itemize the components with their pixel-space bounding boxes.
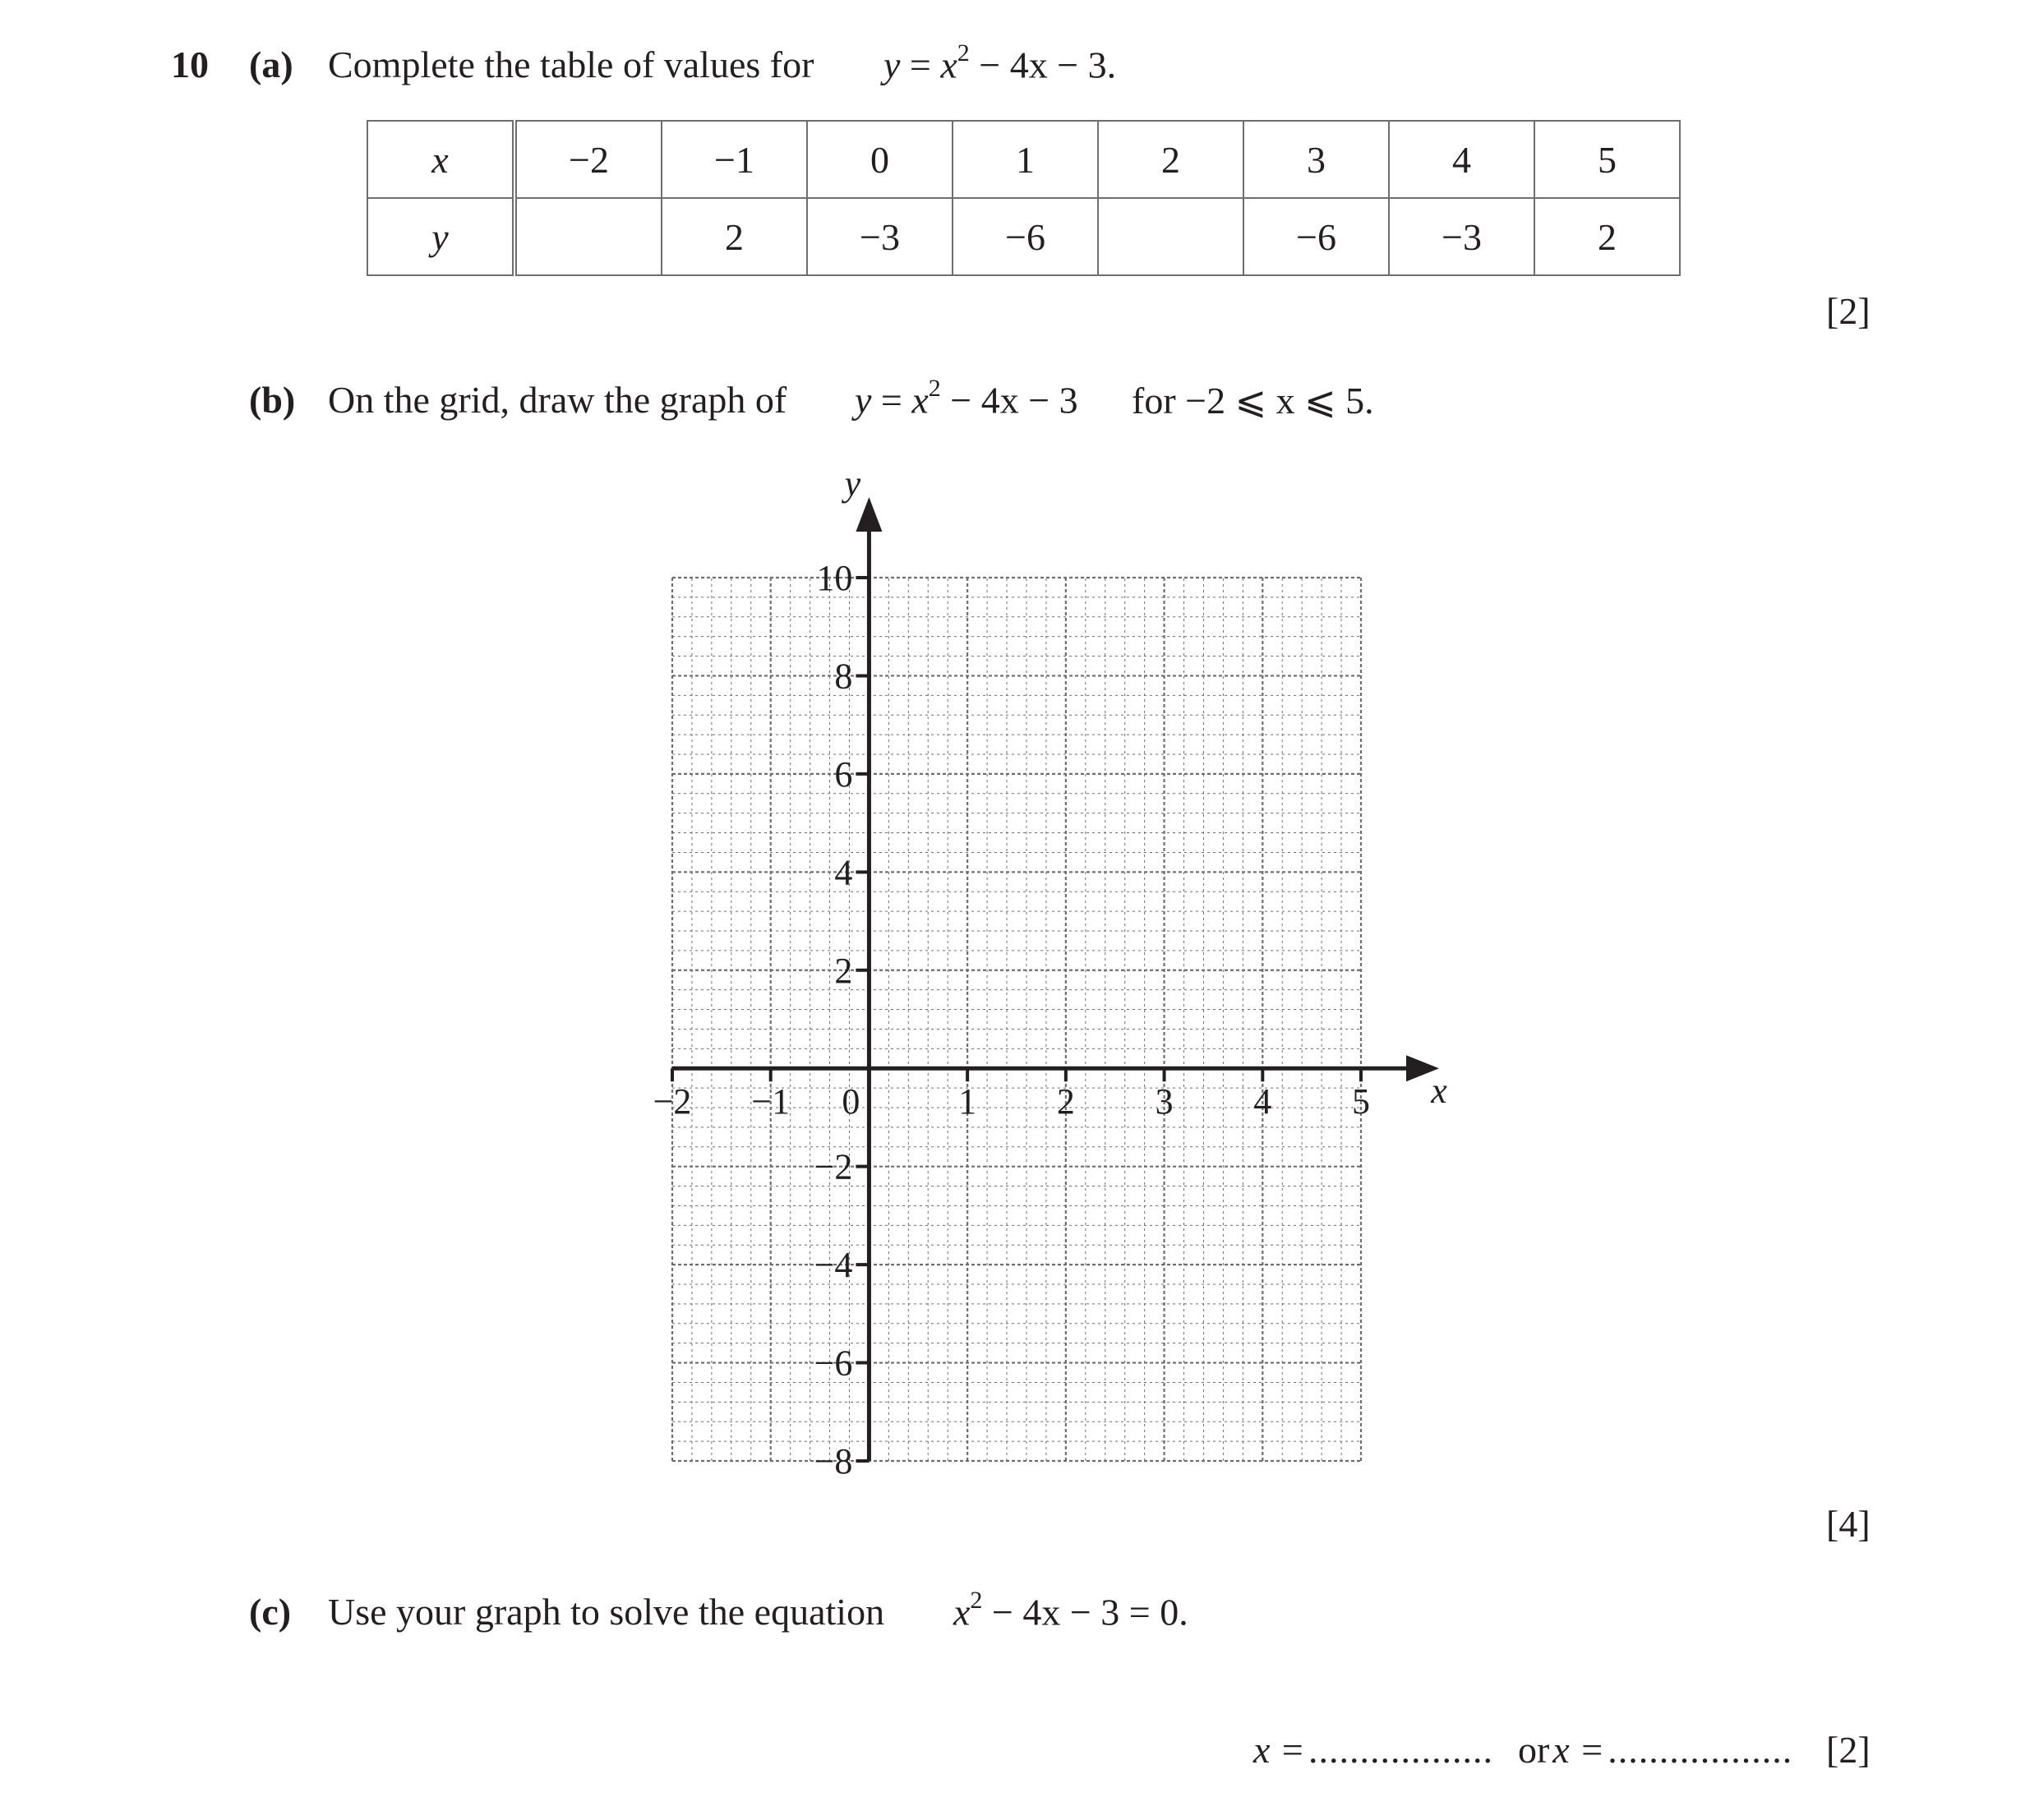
part-c-label: (c)	[249, 1591, 292, 1633]
x-tick-label: −1	[751, 1081, 791, 1122]
answer-or: or	[1517, 1729, 1550, 1771]
x-tick-label: 1	[958, 1081, 977, 1122]
part-b-marks: [4]	[1826, 1503, 1871, 1545]
table-header-y: y	[367, 198, 514, 275]
y-tick-label: −2	[814, 1146, 853, 1187]
part-a-text: Complete the table of values for	[328, 44, 814, 85]
x-axis-label: x	[1431, 1071, 1447, 1112]
answer-blank-2[interactable]: ..................	[1608, 1729, 1793, 1771]
y-tick-label: −6	[814, 1343, 853, 1384]
table-cell: 1	[953, 121, 1098, 198]
table-cell: −3	[807, 198, 953, 275]
table-cell: 2	[1098, 121, 1243, 198]
x-tick-label: 0	[842, 1081, 860, 1122]
part-c-equation: $x^2 - 4x - 3 = 0$.	[953, 1587, 1188, 1633]
y-tick-label: 4	[834, 852, 853, 893]
part-a-marks: [2]	[1826, 290, 1871, 332]
y-tick-label: 8	[834, 656, 853, 697]
table-cell: −6	[1243, 198, 1389, 275]
part-b-domain: for −2 ⩽ x ⩽ 5.	[1132, 380, 1374, 422]
part-a-label: (a)	[249, 44, 293, 85]
x-tick-label: 2	[1056, 1081, 1075, 1122]
answer-prefix-1: x =	[1253, 1729, 1305, 1771]
part-a-equation: $y = x^2 - 4x - 3$.	[883, 39, 1117, 86]
y-tick-label: 10	[816, 558, 853, 598]
answer-blank-1[interactable]: ..................	[1308, 1729, 1493, 1771]
answer-prefix-2: x =	[1552, 1729, 1605, 1771]
part-b-equation: $y = x^2 - 4x - 3$	[855, 375, 1078, 422]
table-cell: −6	[953, 198, 1098, 275]
table-cell: 3	[1243, 121, 1389, 198]
y-axis-label: y	[844, 463, 861, 504]
y-tick-label: 2	[834, 950, 853, 991]
table-cell: 0	[807, 121, 953, 198]
table-header-x: x	[367, 121, 514, 198]
part-a-equation-rest: − 4x − 3.	[969, 44, 1117, 86]
y-tick-label: −8	[814, 1441, 853, 1481]
part-c-marks: [2]	[1826, 1729, 1871, 1771]
part-c-answer-line	[1253, 1728, 1792, 1772]
y-tick-label: 6	[834, 753, 853, 795]
table-cell: −3	[1389, 198, 1534, 275]
table-cell: 5	[1534, 121, 1680, 198]
table-cell: 2	[662, 198, 807, 275]
part-b-text: On the grid, draw the graph of	[328, 379, 787, 421]
part-b-label: (b)	[249, 379, 296, 421]
table-cell: −2	[514, 121, 662, 198]
y-tick-label: −4	[814, 1245, 853, 1286]
question-number: 10	[171, 44, 209, 85]
part-c-text: Use your graph to solve the equation	[328, 1591, 885, 1633]
x-tick-label: 3	[1155, 1081, 1174, 1122]
x-tick-label: 4	[1253, 1081, 1272, 1122]
table-cell: 4	[1389, 121, 1534, 198]
table-cell: 2	[1534, 198, 1680, 275]
x-tick-label: −2	[653, 1081, 692, 1122]
x-tick-label: 5	[1352, 1081, 1370, 1122]
table-cell: −1	[662, 121, 807, 198]
